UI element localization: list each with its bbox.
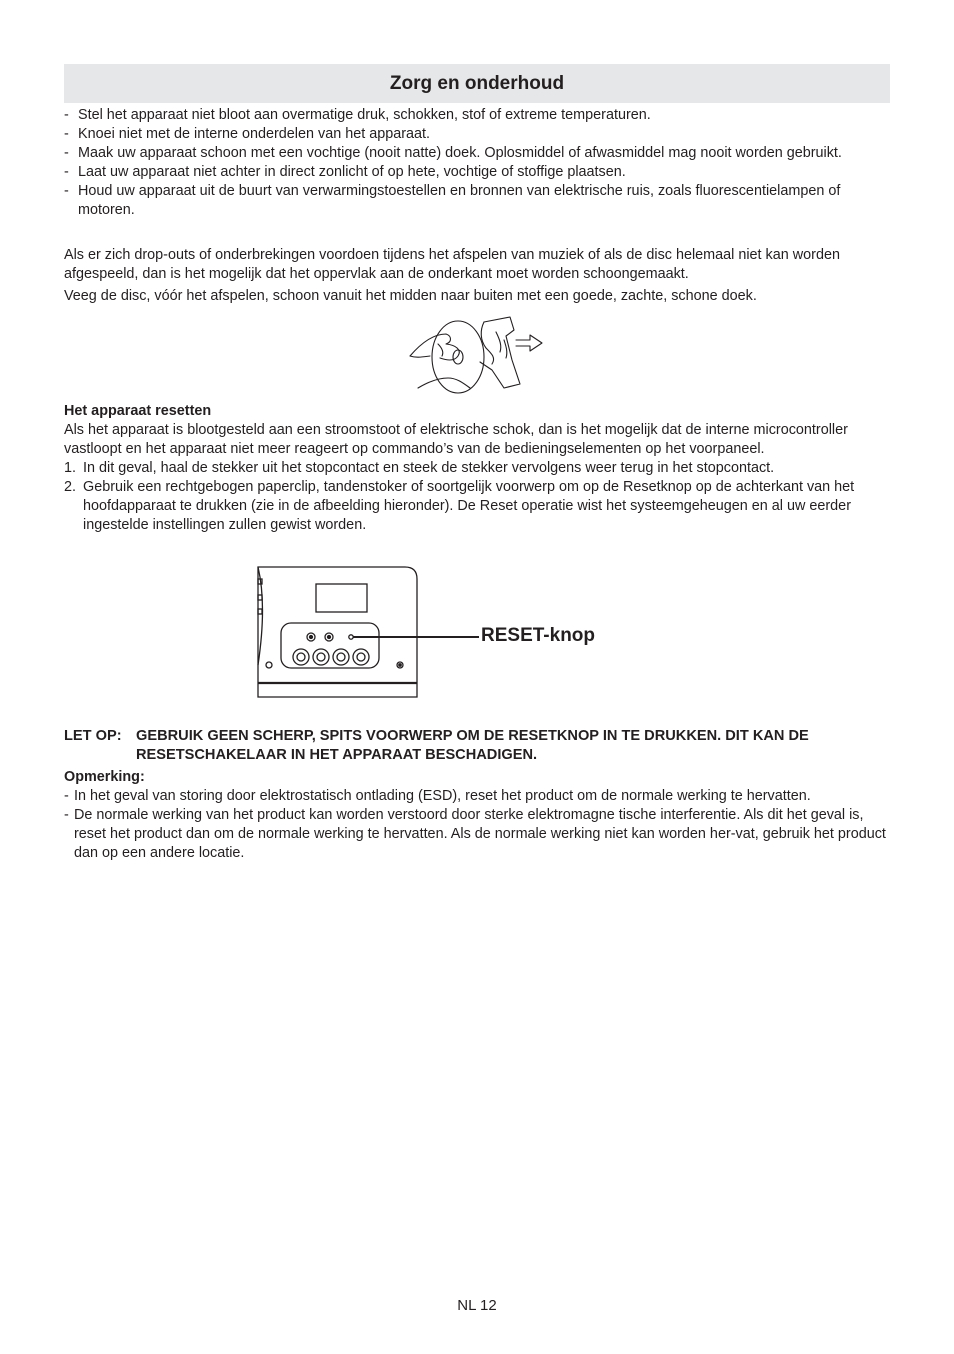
disc-paragraph-2: Veeg de disc, vóór het afspelen, schoon vanuit het midden naar buiten met een goede, zachte, schone doek. — [64, 288, 757, 304]
warning-notice — [64, 727, 894, 765]
care-instructions — [64, 106, 894, 220]
care-bullet: - Laat uw apparaat niet achter in direct zonlicht of op hete, vochtige of stoffige plaatsen. — [64, 163, 894, 182]
care-bullet: - Maak uw apparaat schoon met een vochtige (nooit natte) doek. Oplosmiddel of afwasmiddel mag nooit worden gebruikt. — [64, 144, 894, 163]
note-bullet: - De normale werking van het product kan worden verstoord door sterke elektromagne tische interferentie. Als dit het geval is, reset het product dan om de normale werking te hervatten. Als de normale werking niet kan worden her-vat, gebruik het product dan op een andere locatie. — [64, 806, 894, 863]
care-bullet: - Knoei niet met de interne onderdelen van het apparaat. — [64, 125, 894, 144]
disc-paragraph-1: Als er zich drop-outs of onderbrekingen voordoen tijdens het afspelen van muziek of als de disc helemaal niet kan worden afgespeeld, dan is het mogelijk dat het oppervlak aan de onderkant moet worden schoongemaakt. — [64, 247, 840, 282]
note-heading: Opmerking: — [64, 769, 145, 785]
reset-step-number: 2. — [64, 479, 77, 495]
section-title-bar — [64, 64, 890, 103]
disc-cleaning-illustration — [400, 312, 550, 398]
reset-step-number: 1. — [64, 460, 77, 476]
reset-steps — [64, 459, 894, 535]
disc-cleaning-text — [64, 246, 894, 306]
reset-step — [64, 478, 894, 535]
device-back-panel-illustration — [255, 565, 485, 700]
page-number: NL 12 — [457, 1297, 497, 1314]
reset-step-text: In dit geval, haal de stekker uit het stopcontact en steek de stekker vervolgens weer terug in het stopcontact. — [83, 460, 775, 476]
warning-text: GEBRUIK GEEN SCHERP, SPITS VOORWERP OM DE RESETKNOP IN TE DRUKKEN. DIT KAN DE RESETSCHAKELAAR IN HET APPARAAT BESCHADIGEN. — [136, 728, 809, 763]
reset-section — [64, 402, 894, 535]
section-title: Zorg en onderhoud — [389, 73, 565, 94]
warning-label: LET OP: — [64, 728, 122, 744]
care-bullet-list — [64, 106, 894, 220]
reset-intro: Als het apparaat is blootgesteld aan een stroomstoot of elektrische schok, dan is het mogelijk dat de interne microcontroller vastloopt en het apparaat niet meer reageert op commando’s van de bedieningselementen op het voorpaneel. — [64, 422, 848, 457]
note-bullet-list — [64, 787, 894, 863]
care-bullet: - Houd uw apparaat uit de buurt van verwarmingstoestellen en bronnen van elektrische ruis, zoals fluorescentielampen of motoren. — [64, 182, 894, 220]
note-section — [64, 768, 894, 863]
reset-button-label: RESET-knop — [481, 625, 596, 646]
reset-heading: Het apparaat resetten — [64, 403, 212, 419]
reset-step — [64, 459, 894, 478]
reset-step-text: Gebruik een rechtgebogen paperclip, tandenstoker of soortgelijk voorwerp om op de Resetknop op de achterkant van het hoofdapparaat te drukken (zie in de afbeelding hieronder). De Reset operatie wist het systeemgeheugen en al uw eerder ingestelde instellingen zullen gewist worden. — [83, 479, 855, 533]
care-bullet: - Stel het apparaat niet bloot aan overmatige druk, schokken, stof of extreme temperaturen. — [64, 106, 894, 125]
note-bullet: - In het geval van storing door elektrostatisch ontlading (ESD), reset het product om de normale werking te hervatten. — [64, 787, 894, 806]
